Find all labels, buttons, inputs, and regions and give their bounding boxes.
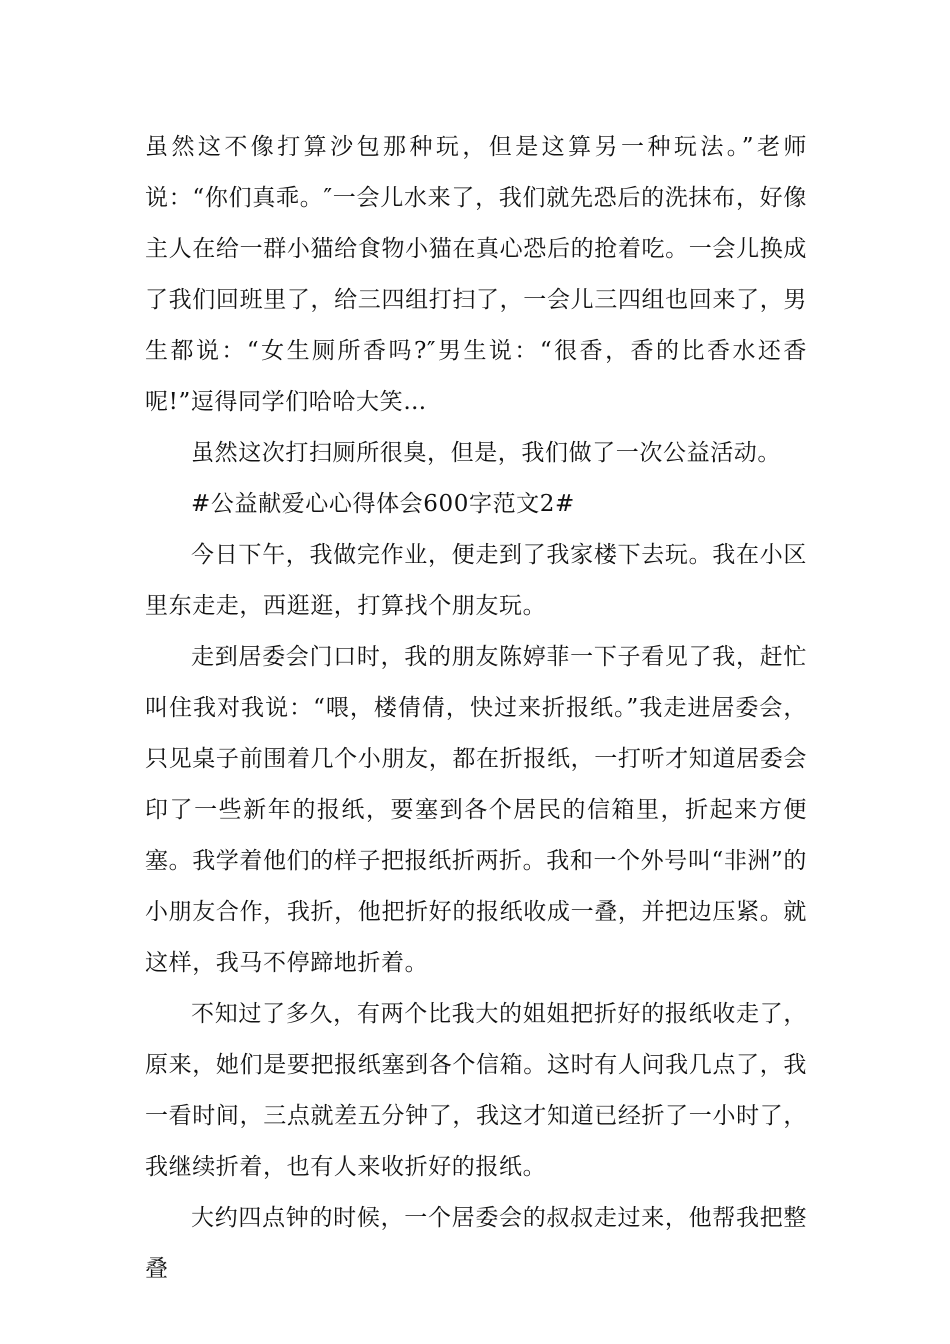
document-body <box>145 122 807 1295</box>
section-heading: #公益献爱心心得体会600字范文2# <box>191 491 575 517</box>
paragraph-1: 虽然这不像打算沙包那种玩，但是这算另一种玩法。”老师说：“你们真乖。″一会儿水来了，我们就先恐后的洗抹布，好像主人在给一群小猫给食物小猫在真心恐后的抢着吃。一会儿换成了我们回班里了，给三四组打扫了，一会儿三四组也回来了，男生都说：“女生厕所香吗?″男生说：“很香，香的比香水还香呢!”逗得同学们哈哈大笑… <box>145 134 807 415</box>
paragraph-5: 不知过了多久，有两个比我大的姐姐把折好的报纸收走了，原来，她们是要把报纸塞到各个信箱。这时有人问我几点了，我一看时间，三点就差五分钟了，我这才知道已经折了一小时了，我继续折着，也有人来收折好的报纸。 <box>145 1001 807 1180</box>
paragraph-2: 虽然这次打扫厕所很臭，但是，我们做了一次公益活动。 <box>191 440 781 466</box>
paragraph-4: 走到居委会门口时，我的朋友陈婷菲一下子看见了我，赶忙叫住我对我说：“喂，楼倩倩，快过来折报纸。”我走进居委会，只见桌子前围着几个小朋友，都在折报纸，一打听才知道居委会印了一些新年的报纸，要塞到各个居民的信箱里，折起来方便塞。我学着他们的样子把报纸折两折。我和一个外号叫“非洲”的小朋友合作，我折，他把折好的报纸收成一叠，并把边压紧。就这样，我马不停蹄地折着。 <box>145 644 807 976</box>
paragraph-3: 今日下午，我做完作业，便走到了我家楼下去玩。我在小区里东走走，西逛逛，打算找个朋友玩。 <box>145 542 807 619</box>
paragraph-6: 大约四点钟的时候，一个居委会的叔叔走过来，他帮我把整叠 <box>145 1205 807 1282</box>
